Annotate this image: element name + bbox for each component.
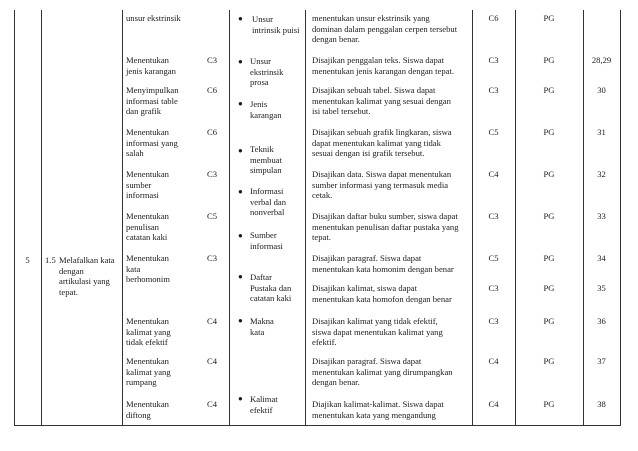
soal-cell: Disajikan data. Siswa dapat menentukan sumber informasi yang termasuk media cetak. [312,169,452,201]
indikator-continued: unsur ekstrinsik [126,13,181,23]
soal-level-cell: C3 [488,316,499,326]
soal-cell: Disajikan penggalan teks. Siswa dapat menentukan jenis karangan dengan tepat. [312,55,454,76]
bentuk-continued: PG [543,13,555,23]
bentuk-cell: PG [543,316,555,326]
bullet-icon: ● [238,231,243,240]
nomor-cell: 34 [597,253,606,263]
soal-level-cell: C5 [488,253,499,263]
soal-cell: Disajikan paragraf. Siswa dapat menentukan kata homonim dengan benar [312,253,454,274]
soal-continued: menentukan unsur ekstrinsik yang dominan dalam penggalan cerpen tersebut dengan benar. [312,13,458,45]
indikator-cell: Menentukan diftong [126,399,169,420]
soal-level-cell: C5 [488,127,499,137]
soal-cell: Disajikan kalimat yang tidak efektif, siswa dapat menentukan kalimat yang efektif. [312,316,443,348]
materi-cell: Unsur ekstrinsik prosa [250,56,284,88]
bentuk-cell: PG [543,85,555,95]
indikator-level-cell: C3 [206,169,218,179]
level-continued: C6 [488,13,499,23]
soal-level-cell: C4 [488,169,499,179]
indikator-cell: Menentukan kalimat yang tidak efektif [126,316,171,348]
indikator-cell: Menentukan jenis karangan [126,55,176,76]
soal-level-cell: C4 [488,356,499,366]
indikator-level-cell: C6 [206,85,218,95]
nomor-cell: 32 [597,169,606,179]
bullet-icon: ● [238,272,243,281]
soal-level-cell: C3 [488,211,499,221]
materi-cell: Kalimat efektif [250,394,278,415]
indikator-cell: Menyimpulkan informasi table dan grafik [126,85,179,117]
row-number: 5 [25,255,30,265]
nomor-cell: 30 [597,85,606,95]
indikator-cell: Menentukan informasi yang salah [126,127,178,159]
materi-continued: Unsur intrinsik puisi [252,14,300,35]
materi-cell: Informasi verbal dan nonverbal [250,186,287,218]
bullet-icon: ● [238,99,243,108]
nomor-cell: 36 [597,316,606,326]
materi-cell: Sumber informasi [250,230,283,251]
materi-cell: Makna kata [250,316,274,337]
indikator-cell: Menentukan kalimat yang rumpang [126,356,171,388]
materi-cell: Jenis karangan [250,99,282,120]
soal-cell: Disajikan sebuah grafik lingkaran, siswa dapat menentukan kalimat yang tidak sesuai dengan isi grafik tersebut. [312,127,452,159]
materi-cell: Teknik membuat simpulan [250,144,282,176]
indikator-level-cell: C6 [206,127,218,137]
bentuk-cell: PG [543,127,555,137]
soal-cell: Disajikan kalimat, siswa dapat menentukan kata homofon dengan benar [312,283,452,304]
bullet-icon: ● [238,316,243,325]
indikator-cell: Menentukan sumber informasi [126,169,169,201]
soal-cell: Disajikan daftar buku sumber, siswa dapat menentukan penulisan daftar pustaka yang tepat. [312,211,459,243]
bentuk-cell: PG [543,211,555,221]
nomor-cell: 37 [597,356,606,366]
column-divider [122,10,123,425]
bentuk-cell: PG [543,283,555,293]
materi-cell: Daftar Pustaka dan catatan kaki [250,272,292,304]
bullet-icon: ● [238,187,243,196]
indikator-level-cell: C4 [206,356,218,366]
bullet-icon: ● [238,57,243,66]
table-border-right [620,10,621,425]
column-divider [41,10,42,425]
bullet-icon: ● [238,146,243,155]
soal-level-cell: C4 [488,399,499,409]
indikator-level-cell: C4 [206,399,218,409]
column-divider [305,10,306,425]
indikator-cell: Menentukan kata berhomonim [126,253,170,285]
bentuk-cell: PG [543,169,555,179]
indikator-level-cell: C3 [206,55,218,65]
nomor-cell: 31 [597,127,606,137]
column-divider [229,10,230,425]
nomor-cell: 35 [597,283,606,293]
kd-code: 1.5 [45,255,56,265]
nomor-cell: 33 [597,211,606,221]
indikator-cell: Menentukan penulisan catatan kaki [126,211,169,243]
soal-level-cell: C3 [488,85,499,95]
indikator-level-cell: C5 [206,211,218,221]
bullet-icon: ● [238,14,243,23]
table-border-bottom [14,425,621,426]
bullet-icon: ● [238,394,243,403]
kd-text: Melafalkan kata dengan artikulasi yang tepat. [59,255,115,297]
bentuk-cell: PG [543,399,555,409]
nomor-cell: 38 [597,399,606,409]
soal-level-cell: C3 [488,283,499,293]
bentuk-cell: PG [543,253,555,263]
soal-level-cell: C3 [488,55,499,65]
nomor-cell: 28,29 [591,55,612,65]
soal-cell: Disajikan paragraf. Siswa dapat menentukan kalimat yang dirumpangkan dengan benar. [312,356,453,388]
soal-cell: Disajikan sebuah tabel. Siswa dapat menentukan kalimat yang sesuai dengan isi tabel tersebut. [312,85,451,117]
indikator-level-cell: C4 [206,316,218,326]
bentuk-cell: PG [543,55,555,65]
table-border-left [14,10,15,425]
soal-cell: Diajikan kalimat-kalimat. Siswa dapat menentukan kata yang mengandung [312,399,444,420]
indikator-level-cell: C3 [206,253,218,263]
bentuk-cell: PG [543,356,555,366]
